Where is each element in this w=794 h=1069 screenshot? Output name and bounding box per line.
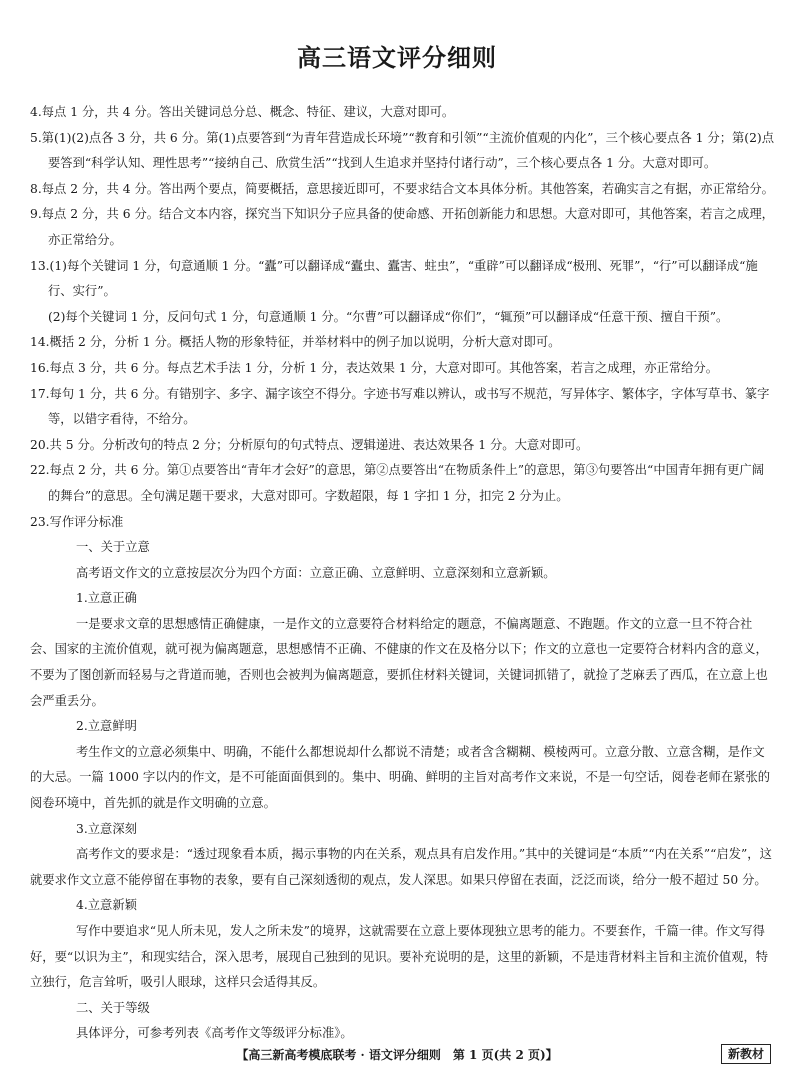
answer-rule-5: 5.第(1)(2)点各 3 分，共 6 分。第(1)点要答到“为青年营造成长环境”“教育和引领”“主流价值观的内化”，三个核心要点各 1 分；第(2)点要答到“科学认知、理性思考”“接纳自己、欣赏生活”“找到人生追求并坚持付诸行动”，三个核心要点各 1 分。大意对即可。 xyxy=(30,130,775,171)
intent-intro: 高考语文作文的立意按层次分为四个方面：立意正确、立意鲜明、立意深刻和立意新颖。 xyxy=(76,565,556,580)
subheading-deep: 3.立意深刻 xyxy=(76,821,137,836)
subheading-novel: 4.立意新颖 xyxy=(76,898,137,913)
answer-rule-20: 20.共 5 分。分析改句的特点 2 分；分析原句的句式特点、逻辑递进、表达效果各 1 分。大意对即可。 xyxy=(30,437,589,452)
answer-rule-9: 9.每点 2 分，共 6 分。结合文本内容，探究当下知识分子应具备的使命感、开拓创新能力和思想。大意对即可，其他答案，若言之成理，亦正常给分。 xyxy=(30,207,774,247)
paragraph-clear: 考生作文的立意必须集中、明确，不能什么都想说却什么都说不清楚；或者含含糊糊、模棱两可。立意分散、立意含糊，是作文的大忌。一篇 1000 字以内的作文，是不可能面面俱到的。集中、明确、鲜明的主旨对高考作文来说，不是一句空话，阅卷老师在紧张的阅卷环境中，首先抓的就是作文明确的立意。 xyxy=(30,744,771,811)
answer-rule-17: 17.每句 1 分，共 6 分。有错别字、多字、漏字该空不得分。字迹书写难以辨认，或书写不规范，写异体字、繁体字，字体写草书、篆字等，以错字看待，不给分。 xyxy=(30,386,770,427)
answer-rule-13-1: 13.(1)每个关键词 1 分，句意通顺 1 分。“蠹”可以翻译成“蠹虫、蠹害、蛀虫”，“重辟”可以翻译成“极刑、死罪”，“行”可以翻译成“施行、实行”。 xyxy=(30,258,758,299)
answer-rule-4: 4.每点 1 分，共 4 分。答出关键词总分总、概念、特征、建议，大意对即可。 xyxy=(30,105,455,119)
paragraph-grade: 具体评分，可参考列表《高考作文等级评分标准》。 xyxy=(76,1026,353,1041)
subheading-correct: 1.立意正确 xyxy=(76,591,137,606)
answer-rule-14: 14.概括 2 分，分析 1 分。概括人物的形象特征，并举材料中的例子加以说明，分析大意对即可。 xyxy=(30,335,561,350)
subheading-clear: 2.立意鲜明 xyxy=(76,719,137,734)
section-heading-intent: 一、关于立意 xyxy=(76,540,150,555)
answer-rule-8: 8.每点 2 分，共 4 分。答出两个要点，简要概括，意思接近即可，不要求结合文本具体分析。其他答案，若确实言之有据，亦正常给分。 xyxy=(30,181,774,196)
answer-rule-13-2: (2)每个关键词 1 分，反问句式 1 分，句意通顺 1 分。“尔曹”可以翻译成“你们”，“辄预”可以翻译成“任意干预、擅自干预”。 xyxy=(48,309,729,324)
page-footer: 【高三新高考模底联考 · 语文评分细则 第 1 页(共 2 页)】 xyxy=(236,1048,558,1062)
edition-badge: 新教材 xyxy=(721,1044,771,1064)
answer-rule-23: 23.写作评分标准 xyxy=(30,514,124,529)
page-title: 高三语文评分细则 xyxy=(297,44,497,72)
answer-rule-16: 16.每点 3 分，共 6 分。每点艺术手法 1 分，分析 1 分，表达效果 1 分，大意对即可。其他答案，若言之成理，亦正常给分。 xyxy=(30,360,719,375)
document-body xyxy=(30,100,774,1047)
paragraph-novel: 写作中要追求“见人所未见，发人之所未发”的境界，这就需要在立意上要体现独立思考的能力。不要套作，千篇一律。作文写得好，要“以识为主”，和现实结合，深入思考，展现自己独到的见识。要补充说明的是，这里的新颖，不是违背材料主旨和主流价值观，特立独行，危言耸听，吸引人眼球，这样只会适得其反。 xyxy=(30,924,769,990)
answer-rule-22: 22.每点 2 分，共 6 分。第①点要答出“青年才会好”的意思，第②点要答出“在物质条件上”的意思，第③句要答出“中国青年拥有更广阔的舞台”的意思。全句满足题干要求，大意对即可。字数超限，每 1 字扣 1 分，扣完 2 分为止。 xyxy=(30,463,765,503)
paragraph-deep: 高考作文的要求是：“透过现象看本质，揭示事物的内在关系，观点具有启发作用。”其中的关键词是“本质”“内在关系”“启发”，这就要求作文立意不能停留在事物的表象，要有自己深刻透彻的观点，发人深思。如果只停留在表面，泛泛而谈，给分一般不超过 50 分。 xyxy=(30,847,772,887)
section-heading-grade: 二、关于等级 xyxy=(76,1000,150,1015)
paragraph-correct: 一是要求文章的思想感情正确健康，一是作文的立意要符合材料给定的题意，不偏离题意、不跑题。作文的立意一旦不符合社会、国家的主流价值观，就可视为偏离题意，思想感情不正确、不健康的作文在及格分以下；作文的立意也一定要符合材料内含的意义，不要为了图创新而轻易与之背道而驰，否则也会被判为偏离题意，要抓住材料关键词，关键词抓错了，就捡了芝麻丢了西瓜，在立意上也会严重丢分。 xyxy=(30,616,768,708)
